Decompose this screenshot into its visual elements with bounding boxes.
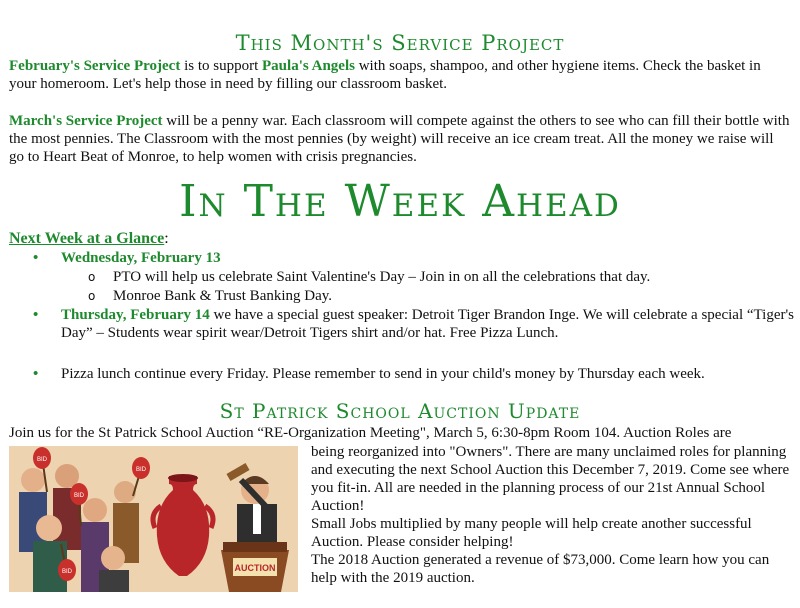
bid-paddle-label: BID [36,457,48,463]
auction-update-heading: St Patrick School Auction Update [219,399,581,423]
march-service-paragraph [9,112,791,166]
week-at-glance-heading [9,229,169,249]
thursday-text: we have a special guest speaker: Detroit Tiger Brandon Inge. We will celebrate a special “Tiger's Day” – Students wear spirit wear/Detroit Tigers shirt and/or hat. Free Pizza Lunch. [61,307,795,341]
auction-paragraph-3: The 2018 Auction generated a revenue of $73,000. Come learn how you can help with the 2019 auction. [311,552,770,586]
bid-paddle-label: BID [135,467,147,473]
wednesday-label: Wednesday, February 13 [61,250,221,266]
february-service-label: February's Service Project [9,58,181,74]
march-service-label: March's Service Project [9,113,163,129]
february-service-paragraph [9,57,791,93]
auction-intro-text: Join us for the St Patrick School Auction “RE-Organization Meeting", March 5, 6:30-8pm Room 104. Auction Roles are [9,425,732,441]
sub-bullet-icon: o [88,289,96,303]
bullet-icon: • [33,250,39,266]
bullet-icon: • [33,307,39,323]
february-service-text-1: is to support [180,58,263,74]
thursday-label: Thursday, February 14 [61,307,210,323]
auction-illustration [9,446,298,592]
pauls-angels-name: Paula's Angels [262,58,355,74]
week-at-glance-label: Next Week at a Glance [9,230,165,247]
auction-sign-text: AUCTION [234,563,276,573]
pizza-text: Pizza lunch continue every Friday. Please remember to send in your child's money by Thursday each week. [61,366,705,382]
february-service-text-2: with soaps, shampoo, and other hygiene items. Check the basket in your homeroom. Let's help those in need by filling our classroom basket. [9,58,761,92]
week-at-glance-colon: : [164,230,169,247]
auction-paragraph-2: Small Jobs multiplied by many people will help create another successful Auction. Please consider helping! [311,516,752,550]
auction-body-text [311,443,793,587]
bid-paddle-label: BID [61,569,73,575]
sub-bullet-icon: o [88,270,96,284]
bid-paddle-label: BID [73,493,85,499]
wednesday-item-2-text: Monroe Bank & Trust Banking Day. [113,288,333,304]
march-service-text: will be a penny war. Each classroom will compete against the others to see who can fill their bottle with the most pennies. The Classroom with the most pennies (by weight) will receive an ice cream treat. All the money we raise will go to Heart Beat of Monroe, to help women with crisis pregnancies. [9,113,790,165]
thursday-text-block [61,306,800,342]
auction-paragraph-1: being reorganized into "Owners". There are many unclaimed roles for planning and executing the next School Auction this December 7, 2019. Come see where you fit-in. All are needed in the planning process of our 21st Annual School Auction! [311,444,790,514]
bullet-icon: • [33,366,39,382]
auction-podium [221,542,289,592]
service-project-heading: This Month's Service Project [235,31,565,55]
wednesday-item-1-text: PTO will help us celebrate Saint Valentine's Day – Join in on all the celebrations that day. [113,269,651,285]
week-ahead-heading: In The Week Ahead [179,176,621,227]
